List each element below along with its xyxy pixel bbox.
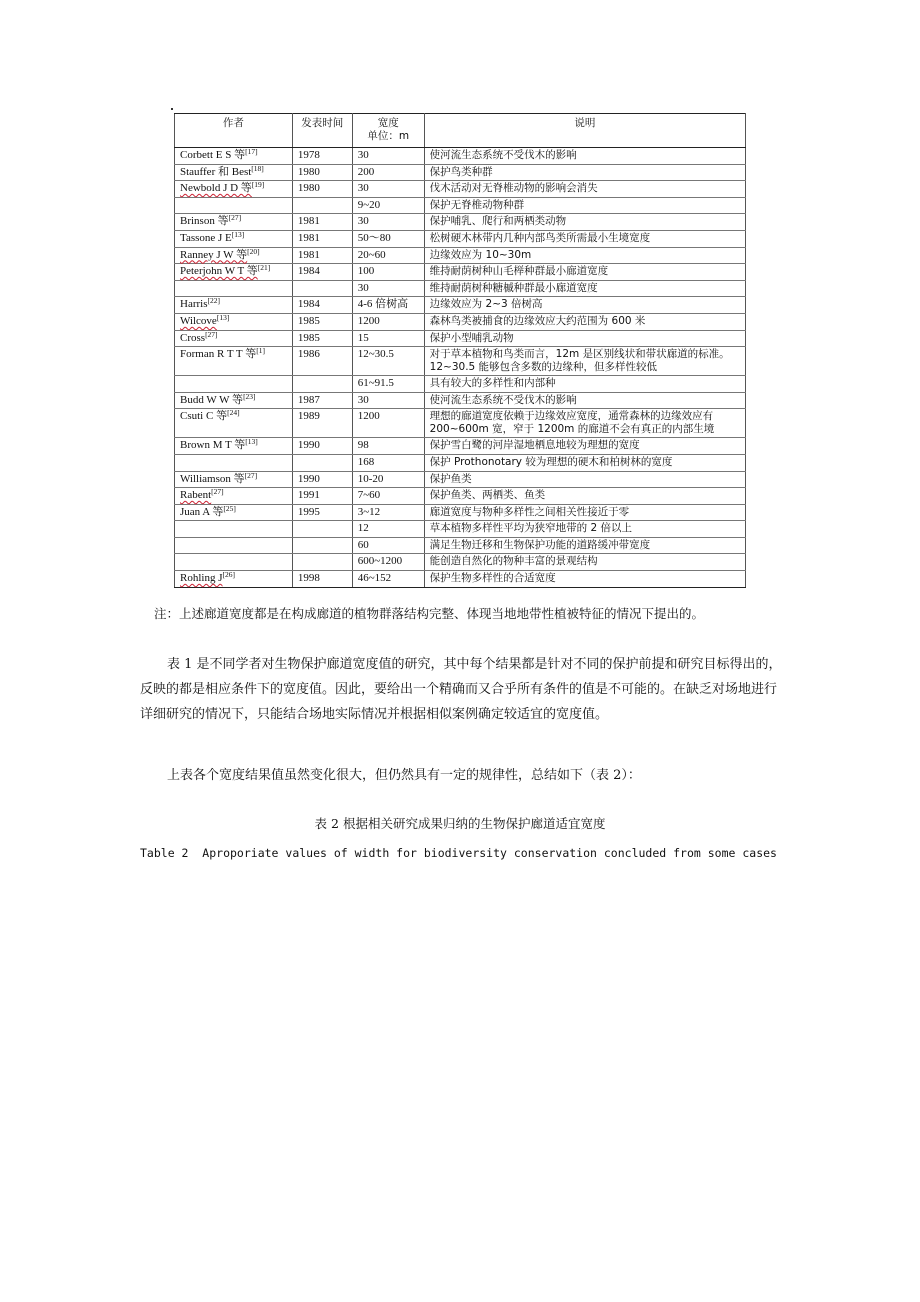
author-name: Budd W W 等 bbox=[180, 393, 244, 406]
author-cell bbox=[175, 454, 293, 471]
year-cell bbox=[292, 554, 352, 571]
reference-number: [13] bbox=[231, 229, 245, 239]
author-name: Harris bbox=[180, 298, 208, 311]
width-cell: 15 bbox=[352, 330, 424, 347]
header-width bbox=[352, 114, 424, 148]
anchor-mark bbox=[171, 108, 173, 110]
year-cell: 1990 bbox=[292, 471, 352, 488]
table-row bbox=[175, 164, 746, 181]
author-cell bbox=[175, 537, 293, 554]
author-cell bbox=[175, 280, 293, 297]
table-row bbox=[175, 376, 746, 393]
year-cell: 1984 bbox=[292, 264, 352, 281]
description-cell: 理想的廊道宽度依赖于边缘效应宽度，通常森林的边缘效应有 200~600m 宽，窄于 1200m 的廊道不会有真正的内部生境 bbox=[424, 409, 745, 438]
reference-number: [27] bbox=[244, 470, 258, 480]
description-cell: 草本植物多样性平均为狭窄地带的 2 倍以上 bbox=[424, 521, 745, 538]
reference-number: [19] bbox=[251, 180, 265, 190]
width-cell: 20~60 bbox=[352, 247, 424, 264]
width-cell: 12~30.5 bbox=[352, 347, 424, 376]
reference-number: [13] bbox=[245, 437, 258, 447]
reference-number: [26] bbox=[222, 570, 235, 580]
description-cell: 保护鱼类 bbox=[424, 471, 745, 488]
description-cell: 廊道宽度与物种多样性之间相关性接近于零 bbox=[424, 504, 745, 521]
width-cell: 200 bbox=[352, 164, 424, 181]
width-cell: 1200 bbox=[352, 313, 424, 330]
table-row bbox=[175, 197, 746, 214]
author-cell bbox=[175, 264, 293, 281]
description-cell: 维持耐荫树种山毛榉种群最小廊道宽度 bbox=[424, 264, 745, 281]
header-description: 说明 bbox=[424, 114, 745, 148]
author-cell bbox=[175, 438, 293, 455]
header-author: 作者 bbox=[175, 114, 293, 148]
author-name: Cross bbox=[180, 331, 206, 344]
author-name: Ranney J W 等 bbox=[180, 248, 248, 261]
table-row bbox=[175, 280, 746, 297]
width-cell: 30 bbox=[352, 181, 424, 198]
year-cell: 1981 bbox=[292, 214, 352, 231]
description-cell: 边缘效应为 10~30m bbox=[424, 247, 745, 264]
description-cell: 保护哺乳、爬行和两栖类动物 bbox=[424, 214, 745, 231]
description-cell: 能创造自然化的物种丰富的景观结构 bbox=[424, 554, 745, 571]
description-cell: 使河流生态系统不受伐木的影响 bbox=[424, 392, 745, 409]
table-row bbox=[175, 454, 746, 471]
year-cell: 1990 bbox=[292, 438, 352, 455]
width-cell: 30 bbox=[352, 280, 424, 297]
reference-number: [1] bbox=[256, 346, 265, 356]
table-row bbox=[175, 392, 746, 409]
header-year: 发表时间 bbox=[292, 114, 352, 148]
year-cell: 1985 bbox=[292, 330, 352, 347]
author-name: Forman R T T 等 bbox=[180, 348, 257, 361]
table-row bbox=[175, 347, 746, 376]
table-row bbox=[175, 438, 746, 455]
reference-number: [27] bbox=[211, 487, 224, 497]
year-cell bbox=[292, 376, 352, 393]
description-cell: 保护无脊椎动物种群 bbox=[424, 197, 745, 214]
table-row bbox=[175, 313, 746, 330]
author-name: Rohling J bbox=[180, 572, 223, 585]
author-cell bbox=[175, 471, 293, 488]
width-cell: 30 bbox=[352, 392, 424, 409]
year-cell: 1995 bbox=[292, 504, 352, 521]
table-row bbox=[175, 521, 746, 538]
reference-number: [25] bbox=[223, 503, 236, 513]
table-row bbox=[175, 537, 746, 554]
year-cell: 1980 bbox=[292, 181, 352, 198]
author-name: Peterjohn W T 等 bbox=[180, 265, 258, 278]
year-cell bbox=[292, 454, 352, 471]
table2-caption-en: Table 2 Aproporiate values of width for biodiversity conservation concluded from some cases bbox=[140, 846, 777, 860]
author-cell bbox=[175, 330, 293, 347]
author-cell bbox=[175, 521, 293, 538]
reference-number: [13] bbox=[216, 312, 230, 322]
description-cell: 保护鱼类、两栖类、鱼类 bbox=[424, 488, 745, 505]
author-name: Juan A 等 bbox=[180, 505, 224, 518]
author-cell bbox=[175, 181, 293, 198]
table-row bbox=[175, 409, 746, 438]
description-cell: 松树硬木林带内几种内部鸟类所需最小生境宽度 bbox=[424, 230, 745, 247]
reference-number: [24] bbox=[227, 408, 240, 418]
reference-number: [17] bbox=[245, 147, 258, 156]
year-cell: 1981 bbox=[292, 230, 352, 247]
author-name: Wilcove bbox=[180, 314, 217, 327]
description-cell: 森林鸟类被捕食的边缘效应大约范围为 600 米 bbox=[424, 313, 745, 330]
width-cell: 7~60 bbox=[352, 488, 424, 505]
year-cell: 1978 bbox=[292, 148, 352, 165]
year-cell: 1984 bbox=[292, 297, 352, 314]
author-cell bbox=[175, 347, 293, 376]
description-cell: 保护雪白鹭的河岸湿地栖息地较为理想的宽度 bbox=[424, 438, 745, 455]
reference-number: [23] bbox=[243, 391, 256, 401]
table-note: 注：上述廊道宽度都是在构成廊道的植物群落结构完整、体现当地地带性植被特征的情况下提出的。 bbox=[154, 606, 705, 621]
reference-number: [20] bbox=[247, 246, 260, 256]
table-row bbox=[175, 214, 746, 231]
year-cell: 1987 bbox=[292, 392, 352, 409]
author-cell bbox=[175, 148, 293, 165]
author-cell bbox=[175, 214, 293, 231]
width-cell: 46~152 bbox=[352, 571, 424, 588]
description-cell: 伐木活动对无脊椎动物的影响会消失 bbox=[424, 181, 745, 198]
table2-caption-cn: 表 2 根据相关研究成果归纳的生物保护廊道适宜宽度 bbox=[314, 816, 606, 831]
author-cell bbox=[175, 376, 293, 393]
description-cell: 保护小型哺乳动物 bbox=[424, 330, 745, 347]
description-cell: 维持耐荫树种糖槭种群最小廊道宽度 bbox=[424, 280, 745, 297]
author-cell bbox=[175, 488, 293, 505]
author-cell bbox=[175, 197, 293, 214]
description-cell: 保护生物多样性的合适宽度 bbox=[424, 571, 745, 588]
author-name: Csuti C 等 bbox=[180, 410, 228, 423]
table-row bbox=[175, 504, 746, 521]
author-cell bbox=[175, 230, 293, 247]
author-cell bbox=[175, 409, 293, 438]
width-cell: 12 bbox=[352, 521, 424, 538]
author-cell bbox=[175, 247, 293, 264]
header-width-label: 宽度 bbox=[377, 117, 399, 129]
width-cell: 30 bbox=[352, 214, 424, 231]
year-cell: 1986 bbox=[292, 347, 352, 376]
author-cell bbox=[175, 554, 293, 571]
year-cell: 1985 bbox=[292, 313, 352, 330]
table-row bbox=[175, 264, 746, 281]
author-cell bbox=[175, 297, 293, 314]
author-name: Corbett E S 等 bbox=[180, 149, 246, 161]
table-row bbox=[175, 230, 746, 247]
year-cell bbox=[292, 280, 352, 297]
description-cell: 对于草本植物和鸟类而言，12m 是区别线状和带状廊道的标准。12~30.5 能够包含多数的边缘种，但多样性较低 bbox=[424, 347, 745, 376]
width-cell: 3~12 bbox=[352, 504, 424, 521]
table-body bbox=[175, 148, 746, 588]
table-header-row bbox=[175, 114, 746, 148]
width-cell: 168 bbox=[352, 454, 424, 471]
width-cell: 10-20 bbox=[352, 471, 424, 488]
table-row bbox=[175, 554, 746, 571]
year-cell bbox=[292, 537, 352, 554]
author-cell bbox=[175, 392, 293, 409]
description-cell: 使河流生态系统不受伐木的影响 bbox=[424, 148, 745, 165]
author-name: Brown M T 等 bbox=[180, 439, 246, 452]
author-name: Newbold J D 等 bbox=[180, 182, 252, 195]
reference-number: [22] bbox=[207, 296, 220, 306]
year-cell: 1989 bbox=[292, 409, 352, 438]
description-cell: 边缘效应为 2~3 倍树高 bbox=[424, 297, 745, 314]
table-row bbox=[175, 571, 746, 588]
reference-number: [21] bbox=[257, 263, 271, 273]
reference-number: [18] bbox=[251, 163, 264, 173]
author-cell bbox=[175, 164, 293, 181]
table-row bbox=[175, 181, 746, 198]
table-row bbox=[175, 488, 746, 505]
width-cell: 50～80 bbox=[352, 230, 424, 247]
reference-number: [27] bbox=[228, 213, 242, 223]
width-cell: 9~20 bbox=[352, 197, 424, 214]
width-cell: 60 bbox=[352, 537, 424, 554]
table-row bbox=[175, 148, 746, 165]
description-cell: 满足生物迁移和生物保护功能的道路缓冲带宽度 bbox=[424, 537, 745, 554]
table-row bbox=[175, 330, 746, 347]
width-cell: 4-6 倍树高 bbox=[352, 297, 424, 314]
paragraph-2: 上表各个宽度结果值虽然变化很大，但仍然具有一定的规律性，总结如下（表 2）： bbox=[167, 768, 641, 783]
author-cell bbox=[175, 313, 293, 330]
header-width-unit: 单位：m bbox=[367, 130, 410, 142]
year-cell: 1981 bbox=[292, 247, 352, 264]
description-cell: 保护鸟类种群 bbox=[424, 164, 745, 181]
table-row bbox=[175, 471, 746, 488]
author-cell bbox=[175, 571, 293, 588]
author-cell bbox=[175, 504, 293, 521]
width-cell: 30 bbox=[352, 148, 424, 165]
author-name: Stauffer 和 Best bbox=[180, 165, 252, 178]
width-cell: 1200 bbox=[352, 409, 424, 438]
year-cell bbox=[292, 197, 352, 214]
corridor-width-table bbox=[174, 113, 746, 588]
width-cell: 98 bbox=[352, 438, 424, 455]
width-cell: 600~1200 bbox=[352, 554, 424, 571]
description-cell: 保护 Prothonotary 较为理想的硬木和柏树林的宽度 bbox=[424, 454, 745, 471]
paragraph-1: 表 1 是不同学者对生物保护廊道宽度值的研究，其中每个结果都是针对不同的保护前提和研究目标得出的，反映的都是相应条件下的宽度值。因此，要给出一个精确而又合乎所有条件的值是不可能的。在缺乏对场地进行详细研究的情况下，只能结合场地实际情况并根据相似案例确定较适宜的宽度值。 bbox=[140, 657, 782, 722]
width-cell: 61~91.5 bbox=[352, 376, 424, 393]
author-name: Tassone J E bbox=[180, 231, 232, 244]
author-name: Williamson 等 bbox=[180, 472, 245, 485]
description-cell: 具有较大的多样性和内部种 bbox=[424, 376, 745, 393]
year-cell: 1991 bbox=[292, 488, 352, 505]
author-name: Rabent bbox=[180, 489, 212, 502]
author-name: Brinson 等 bbox=[180, 215, 229, 228]
table-row bbox=[175, 297, 746, 314]
year-cell: 1998 bbox=[292, 571, 352, 588]
table-row bbox=[175, 247, 746, 264]
year-cell: 1980 bbox=[292, 164, 352, 181]
width-cell: 100 bbox=[352, 264, 424, 281]
year-cell bbox=[292, 521, 352, 538]
reference-number: [27] bbox=[205, 329, 218, 339]
